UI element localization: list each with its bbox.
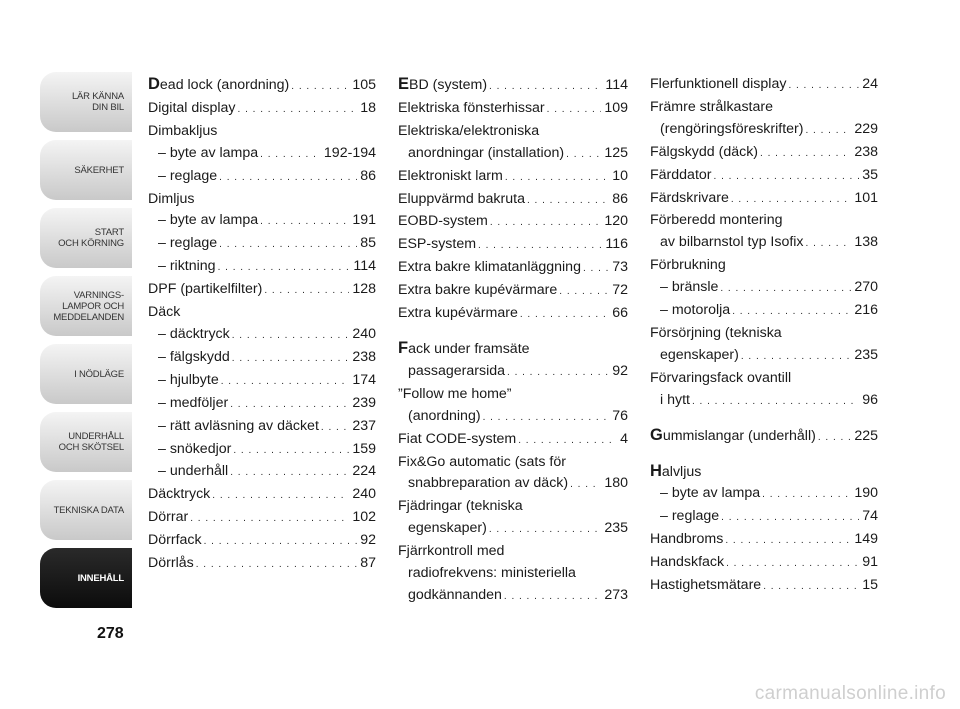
index-heading: Förbrukning: [650, 257, 726, 274]
entry-page: 102: [352, 509, 376, 526]
drop-cap: E: [398, 75, 410, 93]
index-entry: [650, 575, 878, 598]
index-heading: Dimljus: [148, 190, 195, 207]
entry-label: – fälgskydd: [158, 348, 230, 365]
entry-label: egenskaper): [408, 520, 487, 537]
entry-label: ummislangar (underhåll): [662, 427, 816, 444]
index-entry-continuation: [650, 119, 878, 142]
index-subentry: [148, 166, 376, 189]
entry-label: ack under framsäte: [408, 340, 530, 357]
index-entry: [398, 280, 628, 303]
index-subentry: [148, 347, 376, 370]
drop-cap: F: [398, 338, 409, 357]
entry-page: 240: [352, 325, 376, 342]
entry-page: 15: [862, 577, 878, 594]
index-entry: [650, 552, 878, 575]
entry-label: godkännanden: [408, 586, 502, 603]
entry-label: passagerarsida: [408, 362, 506, 379]
entry-label: Flerfunktionell display: [650, 76, 787, 92]
entry-label: Extra kupévärmare: [398, 305, 518, 322]
index-entry-continuation: [398, 361, 628, 384]
index-heading: Dimbakljus: [148, 122, 218, 139]
index-heading: Försörjning (tekniska: [650, 324, 782, 341]
entry-page: 85: [360, 235, 376, 252]
entry-label: Färddator: [650, 166, 712, 183]
entry-label: Dörrar: [148, 509, 189, 526]
entry-page: 92: [360, 532, 376, 549]
index-heading: Fjädringar (tekniska: [398, 498, 523, 515]
entry-page: 238: [854, 143, 878, 160]
entry-page: 125: [604, 144, 628, 161]
entry-page: 225: [854, 427, 878, 444]
index-heading: Däck: [148, 304, 181, 321]
index-entry-continuation: [650, 390, 878, 413]
index-heading: Förvaringsfack ovantill: [650, 369, 792, 386]
index-entry-continuation: [398, 406, 628, 429]
entry-page: 174: [352, 371, 376, 388]
index-entry: [148, 279, 376, 302]
page-number: 278: [97, 625, 124, 642]
section-gap: [650, 413, 878, 425]
index-heading: Fix&Go automatic (sats för: [398, 453, 566, 470]
section-gap: [650, 449, 878, 461]
index-entry: [148, 553, 376, 576]
entry-label: alvljus: [661, 463, 702, 480]
entry-page: 216: [854, 302, 878, 319]
entry-page: 120: [604, 213, 628, 230]
index-subentry: [650, 483, 878, 506]
tab-i-nodlage[interactable]: I NÖDLÄGE: [40, 344, 132, 404]
index-heading: Elektriska/elektroniska: [398, 122, 540, 139]
watermark: carmanualsonline.info: [754, 683, 946, 704]
index-entry-continuation: [398, 473, 628, 496]
entry-page: 96: [862, 391, 878, 408]
index-entry: [650, 142, 878, 165]
index-entry: [398, 166, 628, 189]
tab-lar-kanna-din-bil[interactable]: LÄR KÄNNA DIN BIL: [40, 72, 132, 132]
entry-label: – reglage: [158, 235, 218, 252]
entry-page: 114: [605, 77, 628, 93]
entry-label: Hastighetsmätare: [650, 577, 762, 594]
entry-label: Extra bakre kupévärmare: [398, 282, 558, 299]
entry-page: 224: [352, 463, 376, 480]
index-entry: [650, 165, 878, 188]
entry-label: – byte av lampa: [158, 144, 259, 161]
index-entry-continuation: [650, 232, 878, 255]
index-entry: [148, 484, 376, 507]
entry-page: 239: [352, 394, 376, 411]
entry-page: 240: [352, 486, 376, 503]
entry-label: – byte av lampa: [158, 212, 259, 229]
entry-label: Handbroms: [650, 531, 724, 548]
entry-label: av bilbarnstol typ Isofix: [660, 234, 804, 251]
entry-page: 229: [854, 120, 878, 137]
entry-page: 138: [854, 234, 878, 251]
entry-page: 128: [352, 281, 376, 298]
entry-page: 180: [604, 475, 628, 492]
index-entry: [398, 74, 628, 98]
entry-page: 190: [854, 485, 878, 502]
entry-page: 101: [854, 189, 878, 206]
index-entry: [650, 425, 878, 449]
entry-label: (rengöringsföreskrifter): [660, 120, 804, 137]
index-entry: [398, 303, 628, 326]
tab-innehall[interactable]: INNEHÅLL: [40, 548, 132, 608]
index-heading: [398, 338, 628, 361]
index-subentry: [148, 256, 376, 279]
entry-label: – hjulbyte: [158, 371, 219, 388]
entry-label: anordningar (installation): [408, 144, 565, 161]
index-entry: [398, 234, 628, 257]
index-heading: ”Follow me home”: [398, 385, 512, 402]
entry-page: 235: [604, 520, 628, 537]
entry-label: Elektroniskt larm: [398, 167, 503, 184]
entry-page: 74: [862, 508, 878, 525]
entry-page: 159: [352, 440, 376, 457]
index-entry: [398, 257, 628, 280]
entry-page: 24: [862, 76, 878, 92]
entry-label: Fiat CODE-system: [398, 430, 517, 447]
entry-label: egenskaper): [660, 346, 739, 363]
drop-cap: H: [650, 461, 662, 480]
index-subentry: [148, 210, 376, 233]
index-heading-continuation: radiofrekvens: ministeriella: [408, 565, 576, 582]
entry-label: ead lock (anordning): [159, 77, 290, 93]
entry-label: BD (system): [409, 77, 488, 93]
entry-label: – medföljer: [158, 394, 229, 411]
index-entry-continuation: [650, 345, 878, 368]
entry-page: 35: [862, 166, 878, 183]
entry-page: 10: [612, 167, 628, 184]
index-column-3: [650, 74, 878, 598]
index-entry-continuation: [398, 585, 628, 608]
index-entry: [398, 211, 628, 234]
entry-page: 92: [612, 362, 628, 379]
entry-label: Extra bakre klimatanläggning: [398, 259, 581, 276]
index-heading: Fjärrkontroll med: [398, 543, 505, 560]
index-entry: [650, 74, 878, 97]
entry-page: 192-194: [323, 144, 376, 161]
tab-start-och-korning[interactable]: START OCH KÖRNING: [40, 208, 132, 268]
index-entry-continuation: [398, 518, 628, 541]
entry-page: 91: [862, 554, 878, 571]
index-subentry: [148, 393, 376, 416]
chapter-tabs: [40, 72, 132, 616]
drop-cap: D: [148, 75, 160, 93]
entry-page: 191: [352, 212, 376, 229]
index-subentry: [148, 439, 376, 462]
entry-page: 116: [605, 236, 628, 253]
entry-page: 109: [604, 99, 628, 116]
entry-label: Elektriska fönsterhissar: [398, 99, 545, 116]
index-heading: Främre strålkastare: [650, 98, 773, 115]
entry-label: (anordning): [408, 407, 481, 424]
tab-varningslampor[interactable]: VARNINGS- LAMPOR OCH MEDDELANDEN: [40, 276, 132, 336]
drop-cap: G: [650, 425, 663, 444]
index-heading: [650, 461, 878, 484]
entry-label: ESP-system: [398, 236, 477, 253]
entry-page: 114: [353, 258, 376, 275]
entry-page: 66: [612, 305, 628, 322]
entry-label: DPF (partikelfilter): [148, 281, 263, 298]
entry-label: Dörrlås: [148, 555, 194, 572]
index-column-1: [148, 74, 376, 576]
entry-label: – byte av lampa: [660, 485, 761, 502]
entry-page: 76: [612, 407, 628, 424]
index-subentry: [148, 143, 376, 166]
index-subentry: [650, 277, 878, 300]
index-entry-continuation: [398, 143, 628, 166]
index-entry: [398, 429, 628, 452]
entry-page: 273: [604, 586, 628, 603]
index-entry: [398, 189, 628, 212]
entry-label: Färdskrivare: [650, 189, 729, 206]
entry-label: – riktning: [158, 258, 216, 275]
tab-sakerhet[interactable]: SÄKERHET: [40, 140, 132, 200]
index-entry: [148, 530, 376, 553]
entry-label: – snökedjor: [158, 440, 232, 457]
entry-label: – rätt avläsning av däcket: [158, 417, 319, 434]
entry-page: 72: [612, 282, 628, 299]
index-subentry: [148, 416, 376, 439]
entry-label: – reglage: [660, 508, 720, 525]
entry-label: – bränsle: [660, 279, 719, 296]
entry-page: 86: [612, 190, 628, 207]
entry-label: EOBD-system: [398, 213, 488, 230]
entry-page: 149: [854, 531, 878, 548]
entry-page: 235: [854, 346, 878, 363]
entry-page: 238: [352, 348, 376, 365]
index-subentry: [148, 324, 376, 347]
index-entry: [650, 529, 878, 552]
entry-page: 87: [360, 555, 376, 572]
entry-label: snabbreparation av däck): [408, 475, 569, 492]
index-subentry: [650, 506, 878, 529]
index-entry: [398, 98, 628, 121]
entry-page: 18: [360, 99, 376, 116]
entry-label: – reglage: [158, 167, 218, 184]
entry-label: i hytt: [660, 391, 690, 408]
index-entry: [148, 74, 376, 98]
tab-underhall[interactable]: UNDERHÅLL OCH SKÖTSEL: [40, 412, 132, 472]
entry-label: Handskfack: [650, 554, 725, 571]
entry-page: 86: [360, 167, 376, 184]
index-subentry: [148, 233, 376, 256]
index-entry: [650, 188, 878, 211]
entry-label: Däcktryck: [148, 486, 211, 503]
entry-page: 4: [620, 430, 628, 447]
section-gap: [398, 326, 628, 338]
entry-label: Fälgskydd (däck): [650, 143, 759, 160]
entry-page: 105: [352, 77, 376, 93]
index-column-2: [398, 74, 628, 608]
entry-label: Dörrfack: [148, 532, 202, 549]
entry-page: 73: [612, 259, 628, 276]
entry-label: – däcktryck: [158, 325, 230, 342]
index-subentry: [148, 461, 376, 484]
index-heading: Förberedd montering: [650, 212, 783, 229]
entry-label: – underhåll: [158, 463, 229, 480]
entry-label: – motorolja: [660, 302, 731, 319]
entry-label: Digital display: [148, 99, 236, 116]
index-entry: [148, 98, 376, 121]
tab-tekniska-data[interactable]: TEKNISKA DATA: [40, 480, 132, 540]
entry-page: 270: [854, 279, 878, 296]
index-entry: [148, 507, 376, 530]
index-subentry: [148, 370, 376, 393]
entry-page: 237: [352, 417, 376, 434]
index-subentry: [650, 300, 878, 323]
entry-label: Eluppvärmd bakruta: [398, 190, 525, 207]
